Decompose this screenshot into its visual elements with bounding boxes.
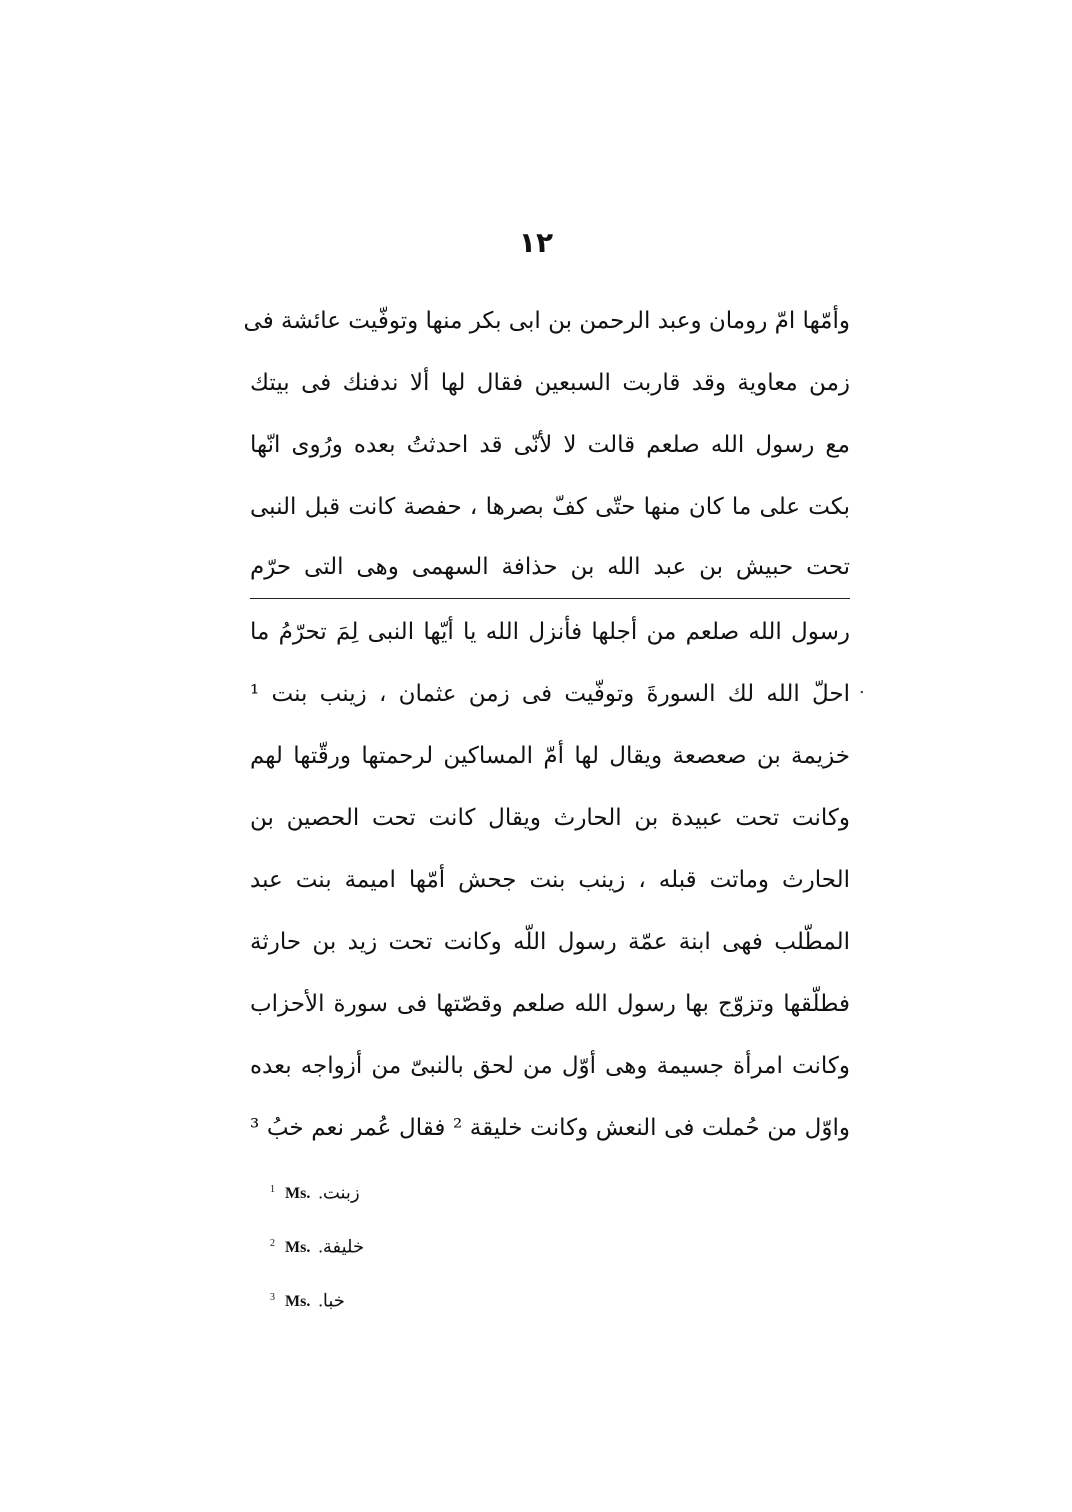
margin-mark: . bbox=[859, 677, 865, 698]
text-line: زمن معاوية وقد قاربت السبعين فقال لها ألا ندفنك فى بيتك bbox=[250, 370, 850, 396]
text-line: وأمّها امّ رومان وعبد الرحمن بن ابى بكر منها وتوفّيت عائشة فى bbox=[243, 308, 850, 334]
text-line: خزيمة بن صعصعة ويقال لها أمّ المساكين لرحمتها ورقّتها لهم bbox=[250, 743, 850, 769]
text-line: رسول الله صلعم من أجلها فأنزل الله يا أيّها النبى لِمَ تحرّمُ ما bbox=[250, 619, 850, 645]
text-line: وكانت امرأة جسيمة وهى أوّل من لحق بالنبىّ من أزواجه بعده bbox=[250, 1053, 850, 1079]
footnotes bbox=[270, 1175, 570, 1337]
text-line: بكت على ما كان منها حتّى كفّ بصرها ، حفصة كانت قبل النبى bbox=[250, 494, 850, 520]
text-line: الحارث وماتت قبله ، زينب بنت جحش أمّها اميمة بنت عبد bbox=[250, 867, 850, 893]
main-text bbox=[243, 290, 850, 1159]
footnote-number: 2 bbox=[270, 1238, 275, 1249]
text-line: احلّ الله لك السورةَ وتوفّيت فى زمن عثمان ، زينب بنت ¹ bbox=[250, 681, 850, 707]
text-line: فطلّقها وتزوّج بها رسول الله صلعم وقصّتها فى سورة الأحزاب bbox=[250, 991, 850, 1017]
footnote-ms-label: Ms. bbox=[285, 1293, 311, 1311]
footnote bbox=[270, 1175, 570, 1229]
text-line: واوّل من حُملت فى النعش وكانت خليقة ² فقال عُمر نعم خبُ ³ bbox=[250, 1115, 850, 1141]
footnote-ms-label: Ms. bbox=[285, 1239, 311, 1257]
text-line: مع رسول الله صلعم قالت لا لأنّى قد احدثتُ بعده ورُوى انّها bbox=[250, 432, 850, 458]
footnote-number: 3 bbox=[270, 1292, 275, 1303]
footnote bbox=[270, 1283, 570, 1337]
footnote-number: 1 bbox=[270, 1184, 275, 1195]
footnote-reading: خليفة. bbox=[318, 1236, 365, 1257]
footnote bbox=[270, 1229, 570, 1283]
footnote-ms-label: Ms. bbox=[285, 1185, 311, 1203]
text-line: وكانت تحت عبيدة بن الحارث ويقال كانت تحت الحصين بن bbox=[250, 805, 850, 831]
footnote-reading: خبا. bbox=[318, 1290, 345, 1311]
footnote-reading: زبنت. bbox=[318, 1182, 360, 1203]
page-number: ١٢ bbox=[518, 226, 554, 259]
text-line-underlined: تحت حبيش بن عبد الله بن حذافة السهمى وهى التى حرّم bbox=[250, 538, 850, 599]
text-line: المطّلب فهى ابنة عمّة رسول اللّه وكانت تحت زيد بن حارثة bbox=[250, 929, 850, 955]
